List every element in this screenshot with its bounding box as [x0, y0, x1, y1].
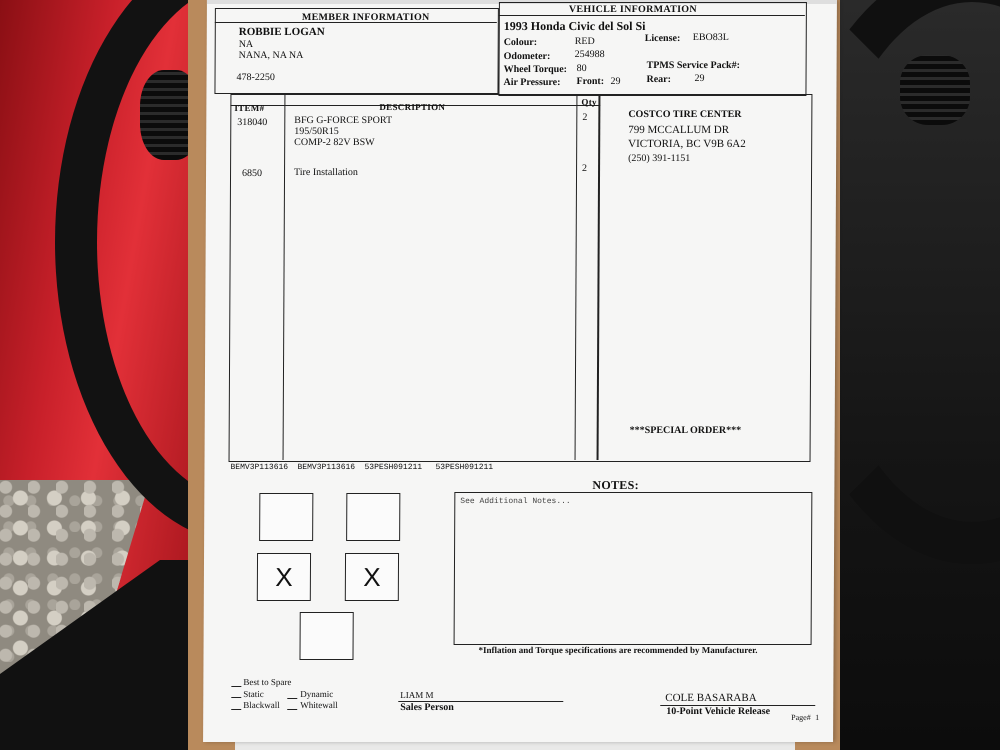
legend-checkline — [287, 709, 297, 710]
col-qty-header: Qty — [581, 97, 597, 107]
tire-rear-right-box[interactable] — [345, 553, 399, 601]
colour-value: RED — [574, 36, 595, 47]
row-desc-line1: Tire Installation — [294, 167, 358, 178]
col-description-header: DESCRIPTION — [379, 102, 446, 112]
member-info-header: MEMBER INFORMATION — [301, 12, 430, 23]
release-name: COLE BASARABA — [665, 692, 757, 704]
front-label: Front: — [576, 76, 605, 87]
tpms-label: TPMS Service Pack#: — [646, 60, 740, 71]
tire-front-right-box[interactable] — [346, 493, 400, 541]
legend-checkline — [287, 698, 297, 699]
member-line2: NA — [238, 39, 254, 50]
x-mark: X — [275, 562, 293, 592]
member-line3: NANA, NA NA — [238, 50, 304, 61]
spare-tire-box[interactable] — [299, 612, 353, 660]
serial-number: 53PESH091211 — [364, 463, 423, 472]
sales-person-label: Sales Person — [400, 702, 454, 713]
legend-blackwall: Blackwall — [243, 700, 280, 710]
legend-dynamic: Dynamic — [300, 689, 334, 699]
store-phone: (250) 391-1151 — [628, 153, 691, 164]
colour-label: Colour: — [503, 37, 538, 48]
row-desc-line2: 195/50R15 — [294, 126, 339, 137]
tire-rear-left-box[interactable] — [257, 553, 311, 601]
rear-value: 29 — [694, 73, 705, 84]
row-item: 318040 — [237, 117, 268, 128]
page-label: Page# — [791, 713, 811, 722]
torque-label: Wheel Torque: — [503, 64, 568, 75]
row-desc-line3: COMP-2 82V BSW — [294, 137, 375, 148]
tire-front-left-box[interactable] — [259, 493, 313, 541]
serial-number: 53PESH091211 — [435, 463, 494, 472]
notes-box[interactable] — [454, 492, 813, 645]
store-address2: VICTORIA, BC V9B 6A2 — [628, 138, 746, 150]
x-mark: X — [363, 562, 381, 592]
air-pressure-label: Air Pressure: — [503, 77, 561, 88]
inflation-footnote: *Inflation and Torque specifications are recommended by Manufacturer. — [478, 645, 758, 655]
legend-whitewall: Whitewall — [300, 700, 338, 710]
special-order-label: ***SPECIAL ORDER*** — [629, 425, 742, 436]
row-qty: 2 — [582, 112, 588, 123]
legend-static: Static — [243, 689, 264, 699]
vehicle-release-label: 10-Point Vehicle Release — [666, 706, 771, 717]
vehicle-divider — [499, 15, 805, 16]
legend-checkline — [231, 686, 241, 687]
store-address1: 799 MCCALLUM DR — [628, 124, 730, 136]
legend-best-to-spare: Best to Spare — [243, 677, 292, 687]
vehicle-title: 1993 Honda Civic del Sol Si — [503, 19, 646, 33]
odometer-label: Odometer: — [503, 51, 551, 62]
odometer-value: 254988 — [574, 49, 605, 60]
license-label: License: — [644, 33, 681, 44]
torque-value: 80 — [576, 63, 587, 74]
store-name: COSTCO TIRE CENTER — [628, 109, 742, 120]
page-number: 1 — [815, 713, 820, 722]
row-item: 6850 — [242, 168, 263, 179]
member-phone: 478-2250 — [236, 72, 275, 83]
col-item-header: ITEM# — [234, 103, 265, 113]
sales-person-name: LIAM M — [400, 690, 434, 700]
work-order-paper — [203, 0, 837, 742]
member-name: ROBBIE LOGAN — [238, 26, 325, 38]
serial-number: BEMV3P113616 — [297, 463, 356, 472]
row-qty: 2 — [582, 163, 588, 174]
license-value: EBO83L — [692, 32, 729, 43]
row-desc-line1: BFG G-FORCE SPORT — [294, 115, 393, 126]
rear-label: Rear: — [646, 74, 671, 85]
notes-placeholder: See Additional Notes... — [460, 497, 571, 506]
legend-checkline — [231, 697, 241, 698]
legend-checkline — [231, 709, 241, 710]
notes-header: NOTES: — [592, 478, 639, 492]
serial-number: BEMV3P113616 — [230, 463, 289, 472]
front-value: 29 — [610, 76, 621, 87]
vehicle-info-header: VEHICLE INFORMATION — [568, 4, 697, 15]
member-divider — [215, 22, 497, 23]
